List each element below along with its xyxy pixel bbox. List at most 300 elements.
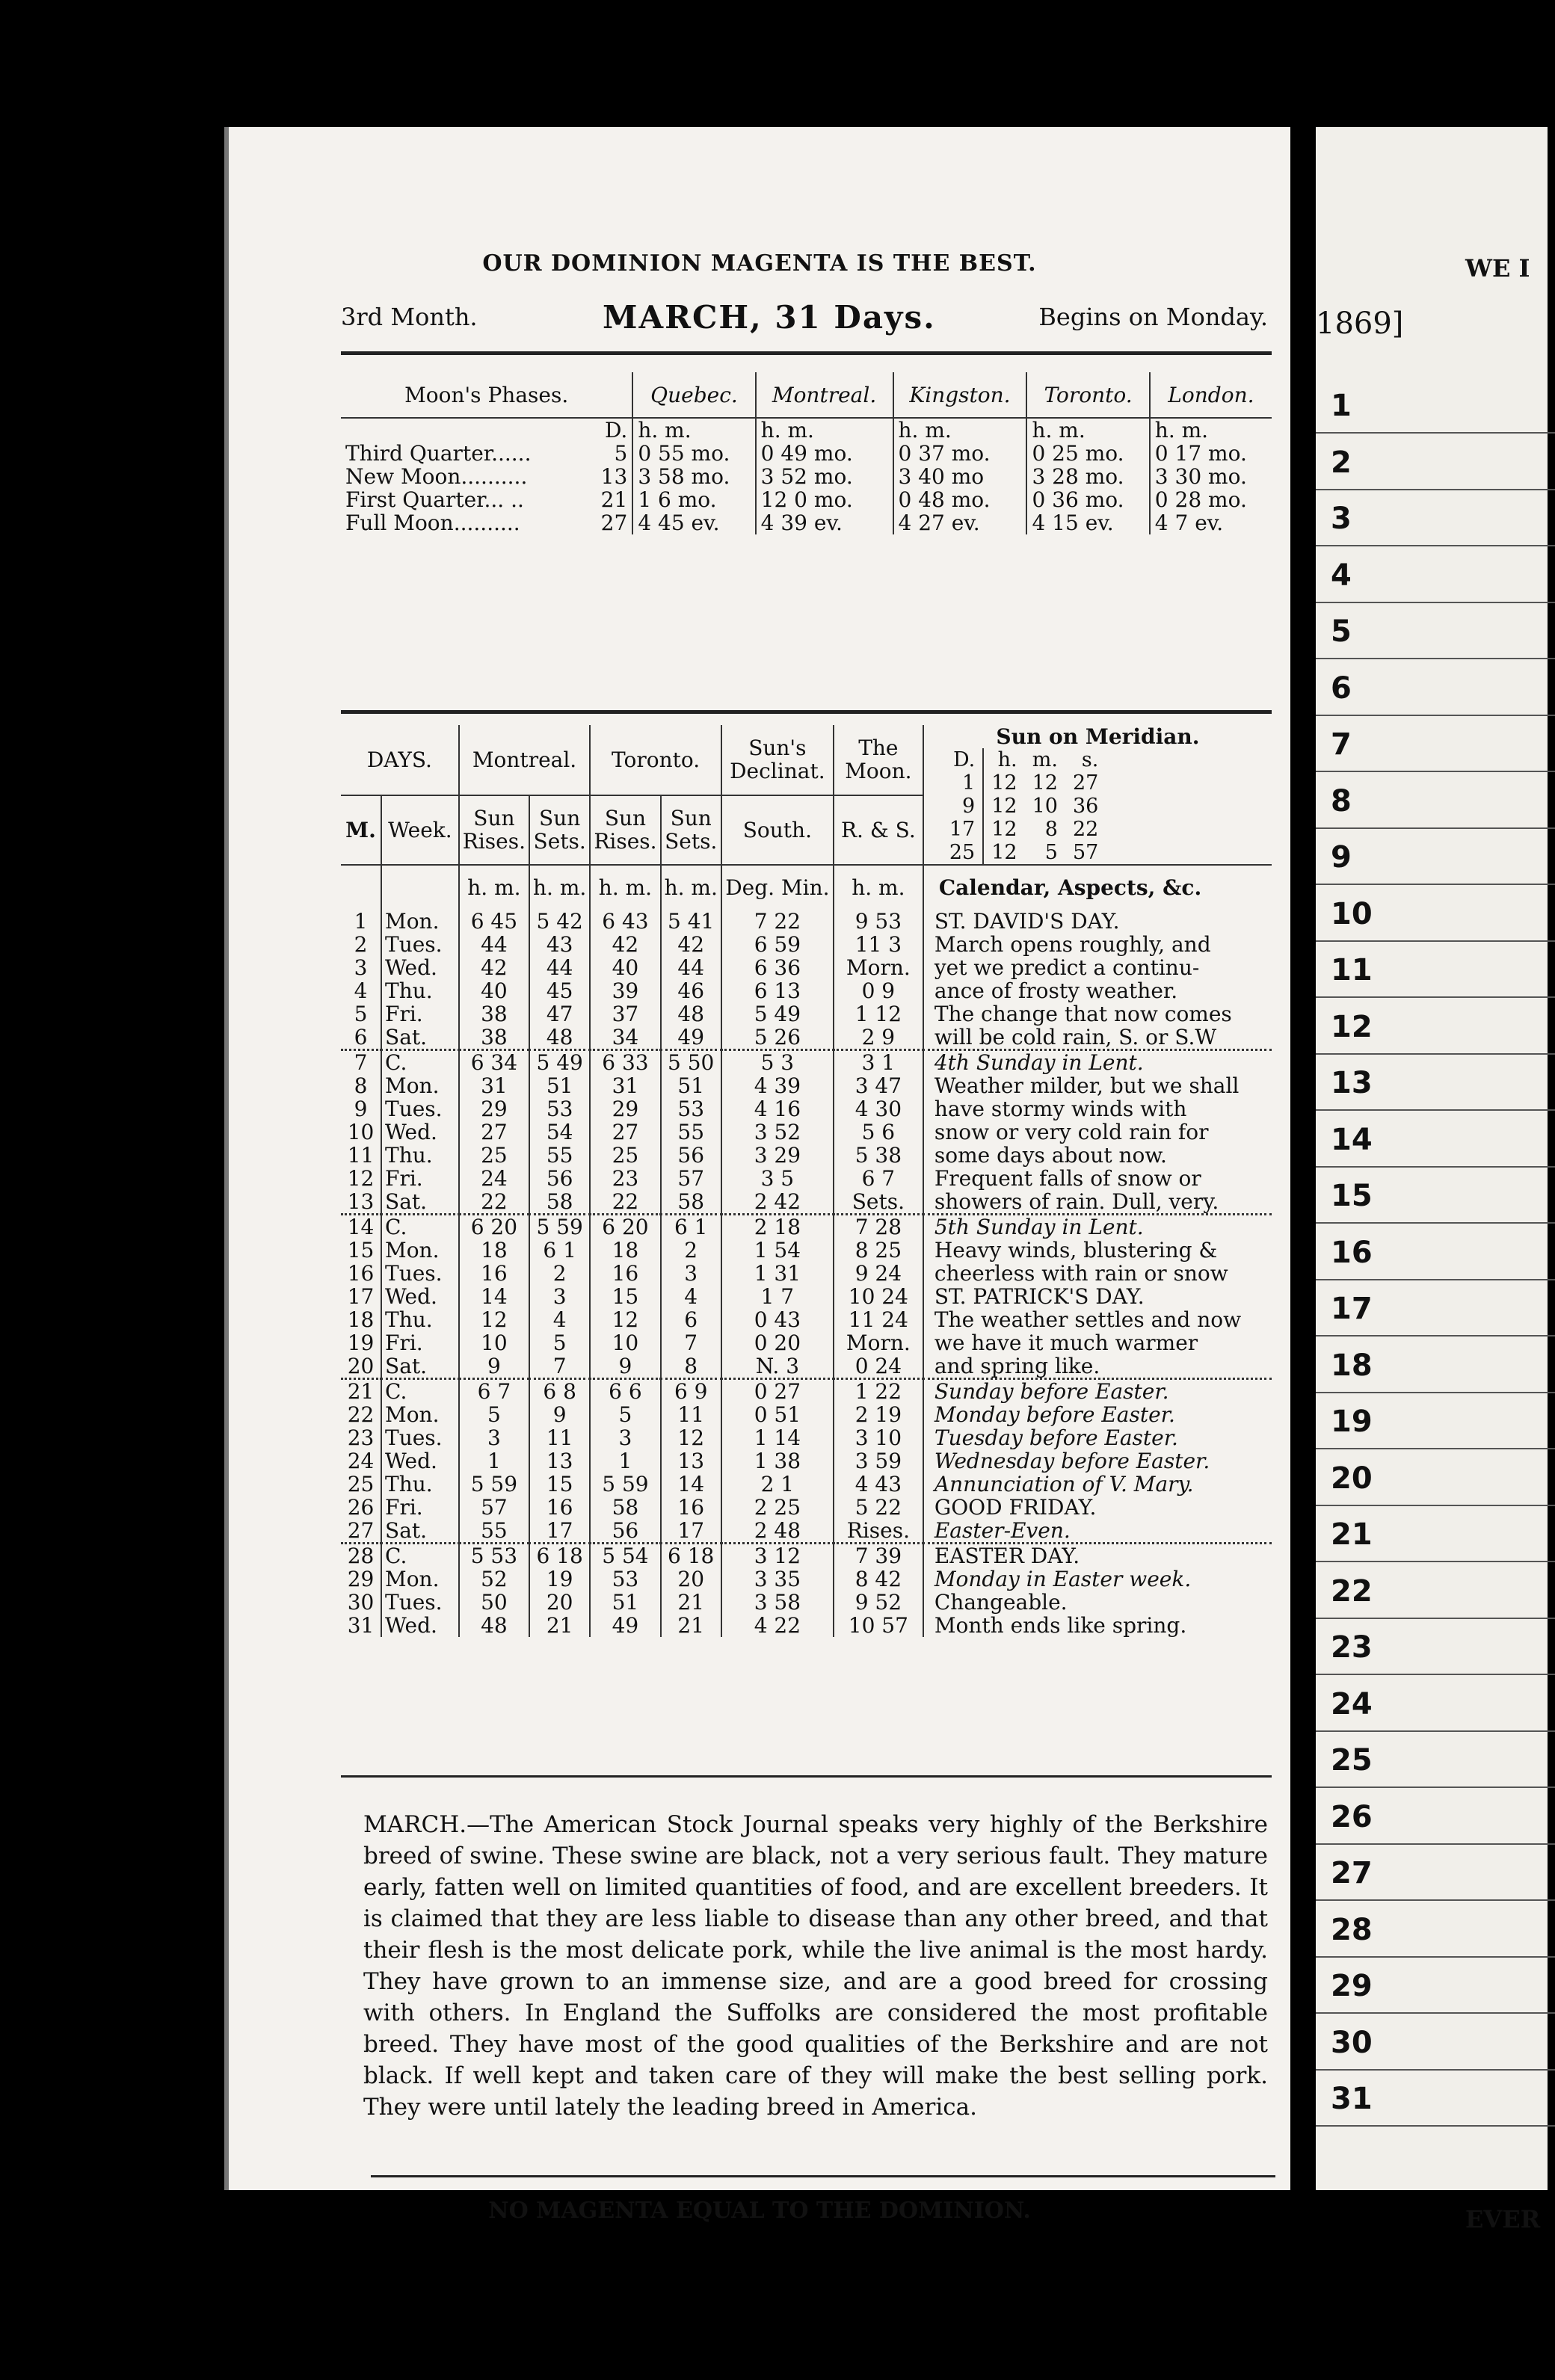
facing-day-number: 28 [1331,1912,1373,1947]
mtl-sunset: 3 [529,1285,590,1308]
day-number: 28 [347,1544,375,1568]
tor-sunrise: 22 [590,1190,660,1215]
moon-phase-time: 4 15 ev. [1026,511,1149,534]
mtl-sunset: 55 [529,1144,590,1167]
meridian-cell: 12 [983,818,1024,841]
day-row [341,1591,1272,1614]
mtl-sunrise: 3 [459,1426,529,1449]
moon-subheader-row [341,418,1272,442]
moon-h-london: London. [1150,372,1272,418]
calendar-note: EASTER DAY. [923,1544,1272,1568]
weekday: Mon. [381,1074,459,1097]
calendar-note: we have it much warmer [923,1331,1272,1354]
tor-sunrise: 37 [590,1002,660,1026]
tor-sunrise: 6 6 [590,1379,660,1404]
almanac-page [224,127,1290,2224]
tor-sunset: 6 [661,1308,721,1331]
facing-day-number: 4 [1331,558,1352,593]
mtl-sunrise: 12 [459,1308,529,1331]
mtl-sunset: 17 [529,1519,590,1544]
days-h-mtl-rises: Sun Rises. [459,795,529,866]
moon-phase-time: 4 27 ev. [893,511,1027,534]
facing-day-number: 12 [1331,1009,1373,1044]
moon-h-kingston: Kingston. [893,372,1027,418]
moon-bottom-rule [341,710,1272,714]
calendar-note: Heavy winds, blustering & [923,1239,1272,1262]
moon-rs: 3 47 [834,1074,923,1097]
day-number: 31 [347,1613,375,1638]
facing-row-line [1316,1166,1555,1168]
day-row [341,1026,1272,1050]
sun-declination: 1 38 [721,1449,834,1473]
moon-rs: Morn. [834,1331,923,1354]
moon-h-quebec: Quebec. [632,372,755,418]
tor-sunrise: 6 20 [590,1215,660,1239]
tor-sunset: 13 [661,1449,721,1473]
facing-row-line [1316,545,1555,546]
sun-declination: 5 49 [721,1002,834,1026]
mtl-sunset: 56 [529,1167,590,1190]
tor-sunset: 6 18 [661,1544,721,1568]
header-rule [341,351,1272,355]
meridian-cell: 12 [983,841,1024,864]
tor-sunrise: 49 [590,1614,660,1637]
sun-meridian-cell [923,725,1272,865]
facing-day-number: 30 [1331,2025,1373,2060]
moon-phase-time: 4 39 ev. [756,511,893,534]
day-row [341,1331,1272,1354]
moon-phase-time: 0 36 mo. [1026,488,1149,511]
mtl-sunset: 58 [529,1190,590,1215]
moon-phase-time: 4 7 ev. [1150,511,1272,534]
meridian-cell: 27 [1072,771,1099,795]
facing-page [1316,127,1548,2233]
sun-declination: 1 31 [721,1262,834,1285]
weekday: Wed. [381,1449,459,1473]
sun-declination: 5 3 [721,1050,834,1075]
moon-phase-time: 0 48 mo. [893,488,1027,511]
day-row [341,1239,1272,1262]
days-bottom-rule [341,1775,1272,1778]
tor-sunset: 6 9 [661,1379,721,1404]
moon-phase-time: 0 55 mo. [632,442,755,465]
tor-sunset: 58 [661,1190,721,1215]
moon-phase-time: 4 45 ev. [632,511,755,534]
sun-declination: 6 59 [721,933,834,956]
day-row [341,1544,1272,1568]
tor-sunset: 2 [661,1239,721,1262]
weekday: Tues. [381,1426,459,1449]
moon-phase-name: Full Moon.......... [345,511,520,535]
tor-sunrise: 29 [590,1097,660,1120]
tor-sunrise: 58 [590,1496,660,1519]
day-row [341,1050,1272,1075]
day-number: 5 [354,1002,368,1026]
facing-row-line [1316,1109,1555,1111]
calendar-note: Changeable. [923,1591,1272,1614]
facing-year: 1869] [1316,306,1404,341]
day-row [341,1167,1272,1190]
weekday: Wed. [381,1120,459,1144]
meridian-cell: 12 [1032,771,1058,795]
day-number: 6 [354,1025,368,1049]
tor-sunset: 48 [661,1002,721,1026]
day-number: 3 [354,955,368,980]
weekday: C. [381,1215,459,1239]
facing-day-number: 31 [1331,2082,1373,2116]
weekday: Mon. [381,1403,459,1426]
moon-rs: 9 52 [834,1591,923,1614]
calendar-note: GOOD FRIDAY. [923,1496,1272,1519]
moon-phase-time: 3 52 mo. [756,465,893,488]
moon-rs: 0 9 [834,979,923,1002]
mtl-sunset: 4 [529,1308,590,1331]
top-slogan: OUR DOMINION MAGENTA IS THE BEST. [482,250,1037,277]
moon-rs: 2 19 [834,1403,923,1426]
day-row [341,1449,1272,1473]
tor-sunrise: 6 33 [590,1050,660,1075]
moon-rs: 9 53 [834,910,923,933]
calendar-note: snow or very cold rain for [923,1120,1272,1144]
mtl-sunset: 11 [529,1426,590,1449]
mtl-sunset: 19 [529,1567,590,1591]
days-h-south: South. [721,795,834,866]
days-h-unit: h. m. [661,865,721,910]
mtl-sunrise: 5 59 [459,1473,529,1496]
tor-sunrise: 56 [590,1519,660,1544]
moon-phase-time: 0 17 mo. [1150,442,1272,465]
day-number: 1 [354,909,368,934]
sun-declination: 3 58 [721,1591,834,1614]
tor-sunrise: 23 [590,1167,660,1190]
sun-declination: N. 3 [721,1354,834,1379]
meridian-cell: 22 [1072,818,1099,841]
day-row [341,910,1272,933]
mtl-sunrise: 14 [459,1285,529,1308]
day-number: 26 [347,1495,375,1520]
mtl-sunset: 51 [529,1074,590,1097]
facing-day-number: 1 [1331,389,1352,423]
weekday: Mon. [381,1239,459,1262]
tor-sunset: 20 [661,1567,721,1591]
days-table [341,725,1272,1637]
day-number: 22 [347,1402,375,1427]
sun-declination: 2 42 [721,1190,834,1215]
facing-day-number: 9 [1331,840,1352,875]
mtl-sunrise: 38 [459,1026,529,1050]
tor-sunrise: 53 [590,1567,660,1591]
sun-declination: 1 14 [721,1426,834,1449]
sun-declination: 0 20 [721,1331,834,1354]
day-row [341,1190,1272,1215]
mtl-sunrise: 50 [459,1591,529,1614]
tor-sunset: 12 [661,1426,721,1449]
calendar-note: cheerless with rain or snow [923,1262,1272,1285]
moon-phase-time: 1 6 mo. [632,488,755,511]
facing-day-number: 3 [1331,502,1352,536]
facing-row-line [1316,940,1555,942]
moon-rs: 7 28 [834,1215,923,1239]
facing-row-line [1316,1843,1555,1845]
meridian-cell: s. [1081,748,1099,771]
weekday: Fri. [381,1496,459,1519]
tor-sunrise: 12 [590,1308,660,1331]
facing-day-number: 16 [1331,1235,1373,1270]
day-number: 13 [347,1189,375,1214]
mtl-sunset: 53 [529,1097,590,1120]
calendar-note: ance of frosty weather. [923,979,1272,1002]
day-number: 10 [347,1120,375,1144]
day-number: 23 [347,1425,375,1450]
weekday: Mon. [381,910,459,933]
tor-sunset: 42 [661,933,721,956]
facing-row-line [1316,1561,1555,1562]
calendar-note: The change that now comes [923,1002,1272,1026]
mtl-sunset: 5 59 [529,1215,590,1239]
calendar-note: Annunciation of V. Mary. [923,1473,1272,1496]
mtl-sunset: 16 [529,1496,590,1519]
moon-rs: 1 22 [834,1379,923,1404]
moon-rs: Sets. [834,1190,923,1215]
tor-sunset: 5 50 [661,1050,721,1075]
facing-day-number: 11 [1331,953,1373,987]
day-number: 12 [347,1166,375,1191]
tor-sunrise: 5 54 [590,1544,660,1568]
day-row [341,1120,1272,1144]
moon-phase-time: 0 49 mo. [756,442,893,465]
days-h-unit: h. m. [459,865,529,910]
calendar-note: Tuesday before Easter. [923,1426,1272,1449]
days-h-blank [341,865,381,910]
weekday: C. [381,1379,459,1404]
day-number: 18 [347,1307,375,1332]
facing-day-number: 29 [1331,1969,1373,2003]
facing-row-line [1316,2012,1555,2014]
day-number: 27 [347,1518,375,1543]
moon-rs: 7 39 [834,1544,923,1568]
mtl-sunrise: 5 [459,1403,529,1426]
moon-rs: 10 57 [834,1614,923,1637]
tor-sunset: 53 [661,1097,721,1120]
facing-day-number: 20 [1331,1461,1373,1496]
facing-row-line [1316,1618,1555,1619]
facing-row-line [1316,884,1555,885]
calendar-note: will be cold rain, S. or S.W [923,1026,1272,1050]
days-h-days: DAYS. [366,747,432,772]
calendar-note: have stormy winds with [923,1097,1272,1120]
weekday: Thu. [381,979,459,1002]
meridian-cell: 1 [962,771,976,795]
facing-day-number: 8 [1331,783,1352,818]
moon-phase-time: 0 28 mo. [1150,488,1272,511]
day-number: 14 [347,1215,375,1239]
days-h-blank [381,865,459,910]
tor-sunset: 17 [661,1519,721,1544]
calendar-note: Sunday before Easter. [923,1379,1272,1404]
calendar-note: 5th Sunday in Lent. [923,1215,1272,1239]
moon-phase-row [341,465,1272,488]
days-h-unit: h. m. [529,865,590,910]
mtl-sunrise: 10 [459,1331,529,1354]
tor-sunset: 55 [661,1120,721,1144]
meridian-cell: 12 [983,795,1024,818]
moon-phase-time: 27 [600,511,628,535]
mtl-sunset: 48 [529,1026,590,1050]
moon-subheader-cell: h. m. [756,418,893,442]
tor-sunset: 57 [661,1167,721,1190]
facing-row-line [1316,1053,1555,1055]
days-h-rs: R. & S. [834,795,923,866]
moon-rs: 3 10 [834,1426,923,1449]
days-h-toronto: Toronto. [590,725,721,795]
tor-sunrise: 42 [590,933,660,956]
day-row [341,1496,1272,1519]
sun-declination: 4 16 [721,1097,834,1120]
sun-declination: 2 18 [721,1215,834,1239]
meridian-cell: 10 [1032,795,1058,818]
tor-sunrise: 10 [590,1331,660,1354]
day-number: 19 [347,1331,375,1355]
facing-row-line [1316,1222,1555,1224]
month-number: 3rd Month. [341,303,478,331]
sun-declination: 3 12 [721,1544,834,1568]
tor-sunset: 11 [661,1403,721,1426]
weekday: Sat. [381,1354,459,1379]
moon-subheader-cell: D. [604,418,628,443]
facing-row-line [1316,602,1555,603]
tor-sunrise: 25 [590,1144,660,1167]
moon-h-toronto: Toronto. [1026,372,1149,418]
mtl-sunset: 5 [529,1331,590,1354]
sun-declination: 5 26 [721,1026,834,1050]
mtl-sunrise: 55 [459,1519,529,1544]
moon-rs: Morn. [834,956,923,979]
day-row [341,1262,1272,1285]
days-h-moon: The Moon. [834,725,923,795]
mtl-sunset: 44 [529,956,590,979]
day-row [341,956,1272,979]
facing-day-number: 14 [1331,1122,1373,1157]
facing-day-number: 19 [1331,1405,1373,1439]
facing-row-line [1316,2069,1555,2071]
days-h-calendar: Calendar, Aspects, &c. [923,865,1272,910]
tor-sunset: 46 [661,979,721,1002]
moon-rs: 10 24 [834,1285,923,1308]
days-h-declination: Sun's Declinat. [721,725,834,795]
mtl-sunset: 6 1 [529,1239,590,1262]
moon-phase-time: 3 28 mo. [1026,465,1149,488]
moon-phase-time: 13 [600,464,628,489]
mtl-sunrise: 44 [459,933,529,956]
mtl-sunset: 43 [529,933,590,956]
tor-sunrise: 9 [590,1354,660,1379]
meridian-cell: 5 [1044,841,1058,864]
facing-row-line [1316,2125,1555,2127]
moon-subheader-cell [341,418,589,442]
mtl-sunset: 6 8 [529,1379,590,1404]
weekday: Sat. [381,1026,459,1050]
moon-rs: 6 7 [834,1167,923,1190]
moon-phase-time: 3 30 mo. [1150,465,1272,488]
mtl-sunrise: 6 7 [459,1379,529,1404]
day-row [341,1097,1272,1120]
mtl-sunset: 54 [529,1120,590,1144]
moon-subheader-cell: h. m. [893,418,1027,442]
march-paragraph [363,1809,1268,2123]
weekday: Tues. [381,1097,459,1120]
facing-day-number: 15 [1331,1179,1373,1213]
tor-sunset: 8 [661,1354,721,1379]
day-row [341,1567,1272,1591]
days-h-meridian: Sun on Meridian. [996,724,1200,749]
meridian-cell: 36 [1072,795,1099,818]
mtl-sunrise: 27 [459,1120,529,1144]
weekday: Tues. [381,933,459,956]
sun-declination: 3 29 [721,1144,834,1167]
meridian-cell: 57 [1072,841,1099,864]
tor-sunrise: 5 59 [590,1473,660,1496]
calendar-note: Monday before Easter. [923,1403,1272,1426]
day-row [341,1473,1272,1496]
sun-declination: 2 48 [721,1519,834,1544]
day-number: 2 [354,932,368,957]
moon-subheader-cell: h. m. [632,418,755,442]
calendar-note: showers of rain. Dull, very. [923,1190,1272,1215]
mtl-sunrise: 24 [459,1167,529,1190]
tor-sunset: 3 [661,1262,721,1285]
month-begins: Begins on Monday. [1038,303,1268,331]
calendar-note: some days about now. [923,1144,1272,1167]
tor-sunrise: 15 [590,1285,660,1308]
tor-sunrise: 34 [590,1026,660,1050]
days-h-degmin: Deg. Min. [721,865,834,910]
moon-rs: 11 24 [834,1308,923,1331]
facing-day-number: 7 [1331,727,1352,762]
day-row [341,1426,1272,1449]
weekday: Fri. [381,1167,459,1190]
sun-declination: 3 35 [721,1567,834,1591]
moon-rs: Rises. [834,1519,923,1544]
days-h-week: Week. [381,795,459,866]
moon-rs: 3 59 [834,1449,923,1473]
days-h-tor-sets: Sun Sets. [661,795,721,866]
moon-phase-time: 5 [614,441,628,466]
tor-sunset: 21 [661,1614,721,1637]
facing-row-line [1316,1956,1555,1958]
mtl-sunrise: 18 [459,1239,529,1262]
facing-row-line [1316,715,1555,716]
mtl-sunset: 5 49 [529,1050,590,1075]
facing-day-number: 23 [1331,1630,1373,1665]
calendar-note: Weather milder, but we shall [923,1074,1272,1097]
sun-declination: 0 51 [721,1403,834,1426]
calendar-note: yet we predict a continu- [923,956,1272,979]
mtl-sunset: 9 [529,1403,590,1426]
moon-rs: 8 25 [834,1239,923,1262]
meridian-table [942,748,1106,864]
tor-sunset: 6 1 [661,1215,721,1239]
facing-day-number: 5 [1331,614,1352,649]
calendar-note: 4th Sunday in Lent. [923,1050,1272,1075]
sun-declination: 0 43 [721,1308,834,1331]
day-row [341,1215,1272,1239]
day-row [341,1379,1272,1404]
footer-rule [371,2175,1275,2177]
moon-phase-time: 0 37 mo. [893,442,1027,465]
moon-phase-row [341,511,1272,534]
days-h-unit: h. m. [834,865,923,910]
mtl-sunset: 47 [529,1002,590,1026]
